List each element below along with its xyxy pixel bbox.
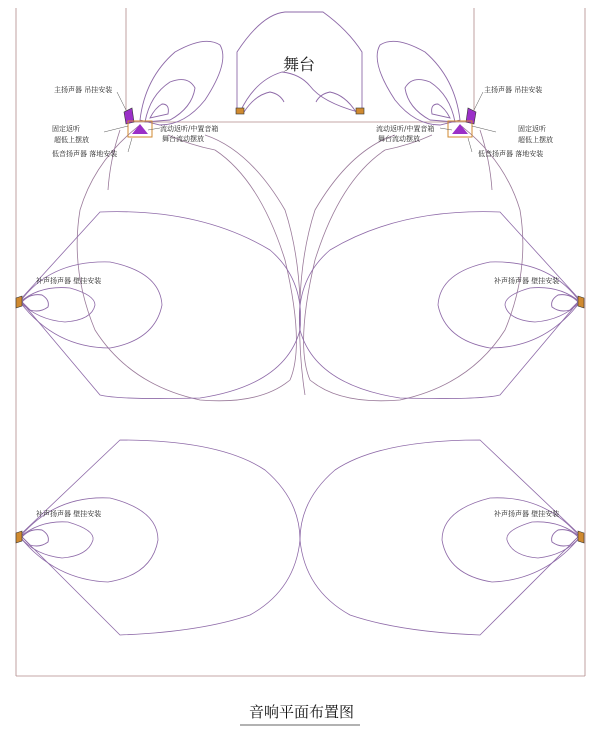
main-speaker-lobes: [140, 41, 460, 125]
label-main-right: 主扬声器 吊挂安装: [484, 86, 543, 94]
room-outline: [16, 8, 585, 676]
mobile-return-left: [236, 108, 244, 114]
upper-fill-lobes: [20, 212, 580, 399]
label-low-left: 低音扬声器 落地安装: [52, 150, 118, 158]
fill-speaker-upper-left: [16, 296, 22, 308]
label-fixed-return-left: 固定返听: [52, 125, 80, 133]
label-fill-lower-left: 补声扬声器 壁挂安装: [36, 510, 102, 518]
fill-speaker-upper-right: [578, 296, 584, 308]
label-mobile-right-1: 流动返听/中置音箱: [376, 125, 435, 133]
label-fill-lower-right: 补声扬声器 壁挂安装: [494, 510, 560, 518]
label-fill-upper-right: 补声扬声器 壁挂安装: [494, 277, 560, 285]
fill-speaker-lower-left: [16, 531, 22, 543]
label-main-left: 主扬声器 吊挂安装: [54, 86, 113, 94]
label-low-right: 低音扬声器 落地安装: [478, 150, 544, 158]
label-mobile-right-2: 舞台流动摆放: [378, 135, 420, 143]
label-sub-on-left: 超低上摆放: [54, 136, 89, 144]
label-sub-on-right: 超低上摆放: [518, 136, 553, 144]
lower-fill-lobes: [20, 440, 580, 635]
main-speaker-right: [466, 108, 476, 124]
mobile-return-right: [356, 108, 364, 114]
fill-speaker-lower-right: [578, 531, 584, 543]
label-fill-upper-left: 补声扬声器 壁挂安装: [36, 277, 102, 285]
low-speaker-left: [128, 121, 152, 137]
label-mobile-left-1: 流动返听/中置音箱: [160, 125, 219, 133]
center-return-lobes: [240, 72, 358, 112]
low-speaker-right: [448, 121, 472, 137]
diagram-title: 音响平面布置图: [249, 703, 355, 721]
main-speaker-left: [124, 108, 134, 124]
stage-label: 舞台: [283, 55, 316, 74]
label-fixed-return-right: 固定返听: [518, 125, 546, 133]
label-mobile-left-2: 舞台流动摆放: [162, 135, 204, 143]
main-coverage-curves: [77, 125, 523, 401]
